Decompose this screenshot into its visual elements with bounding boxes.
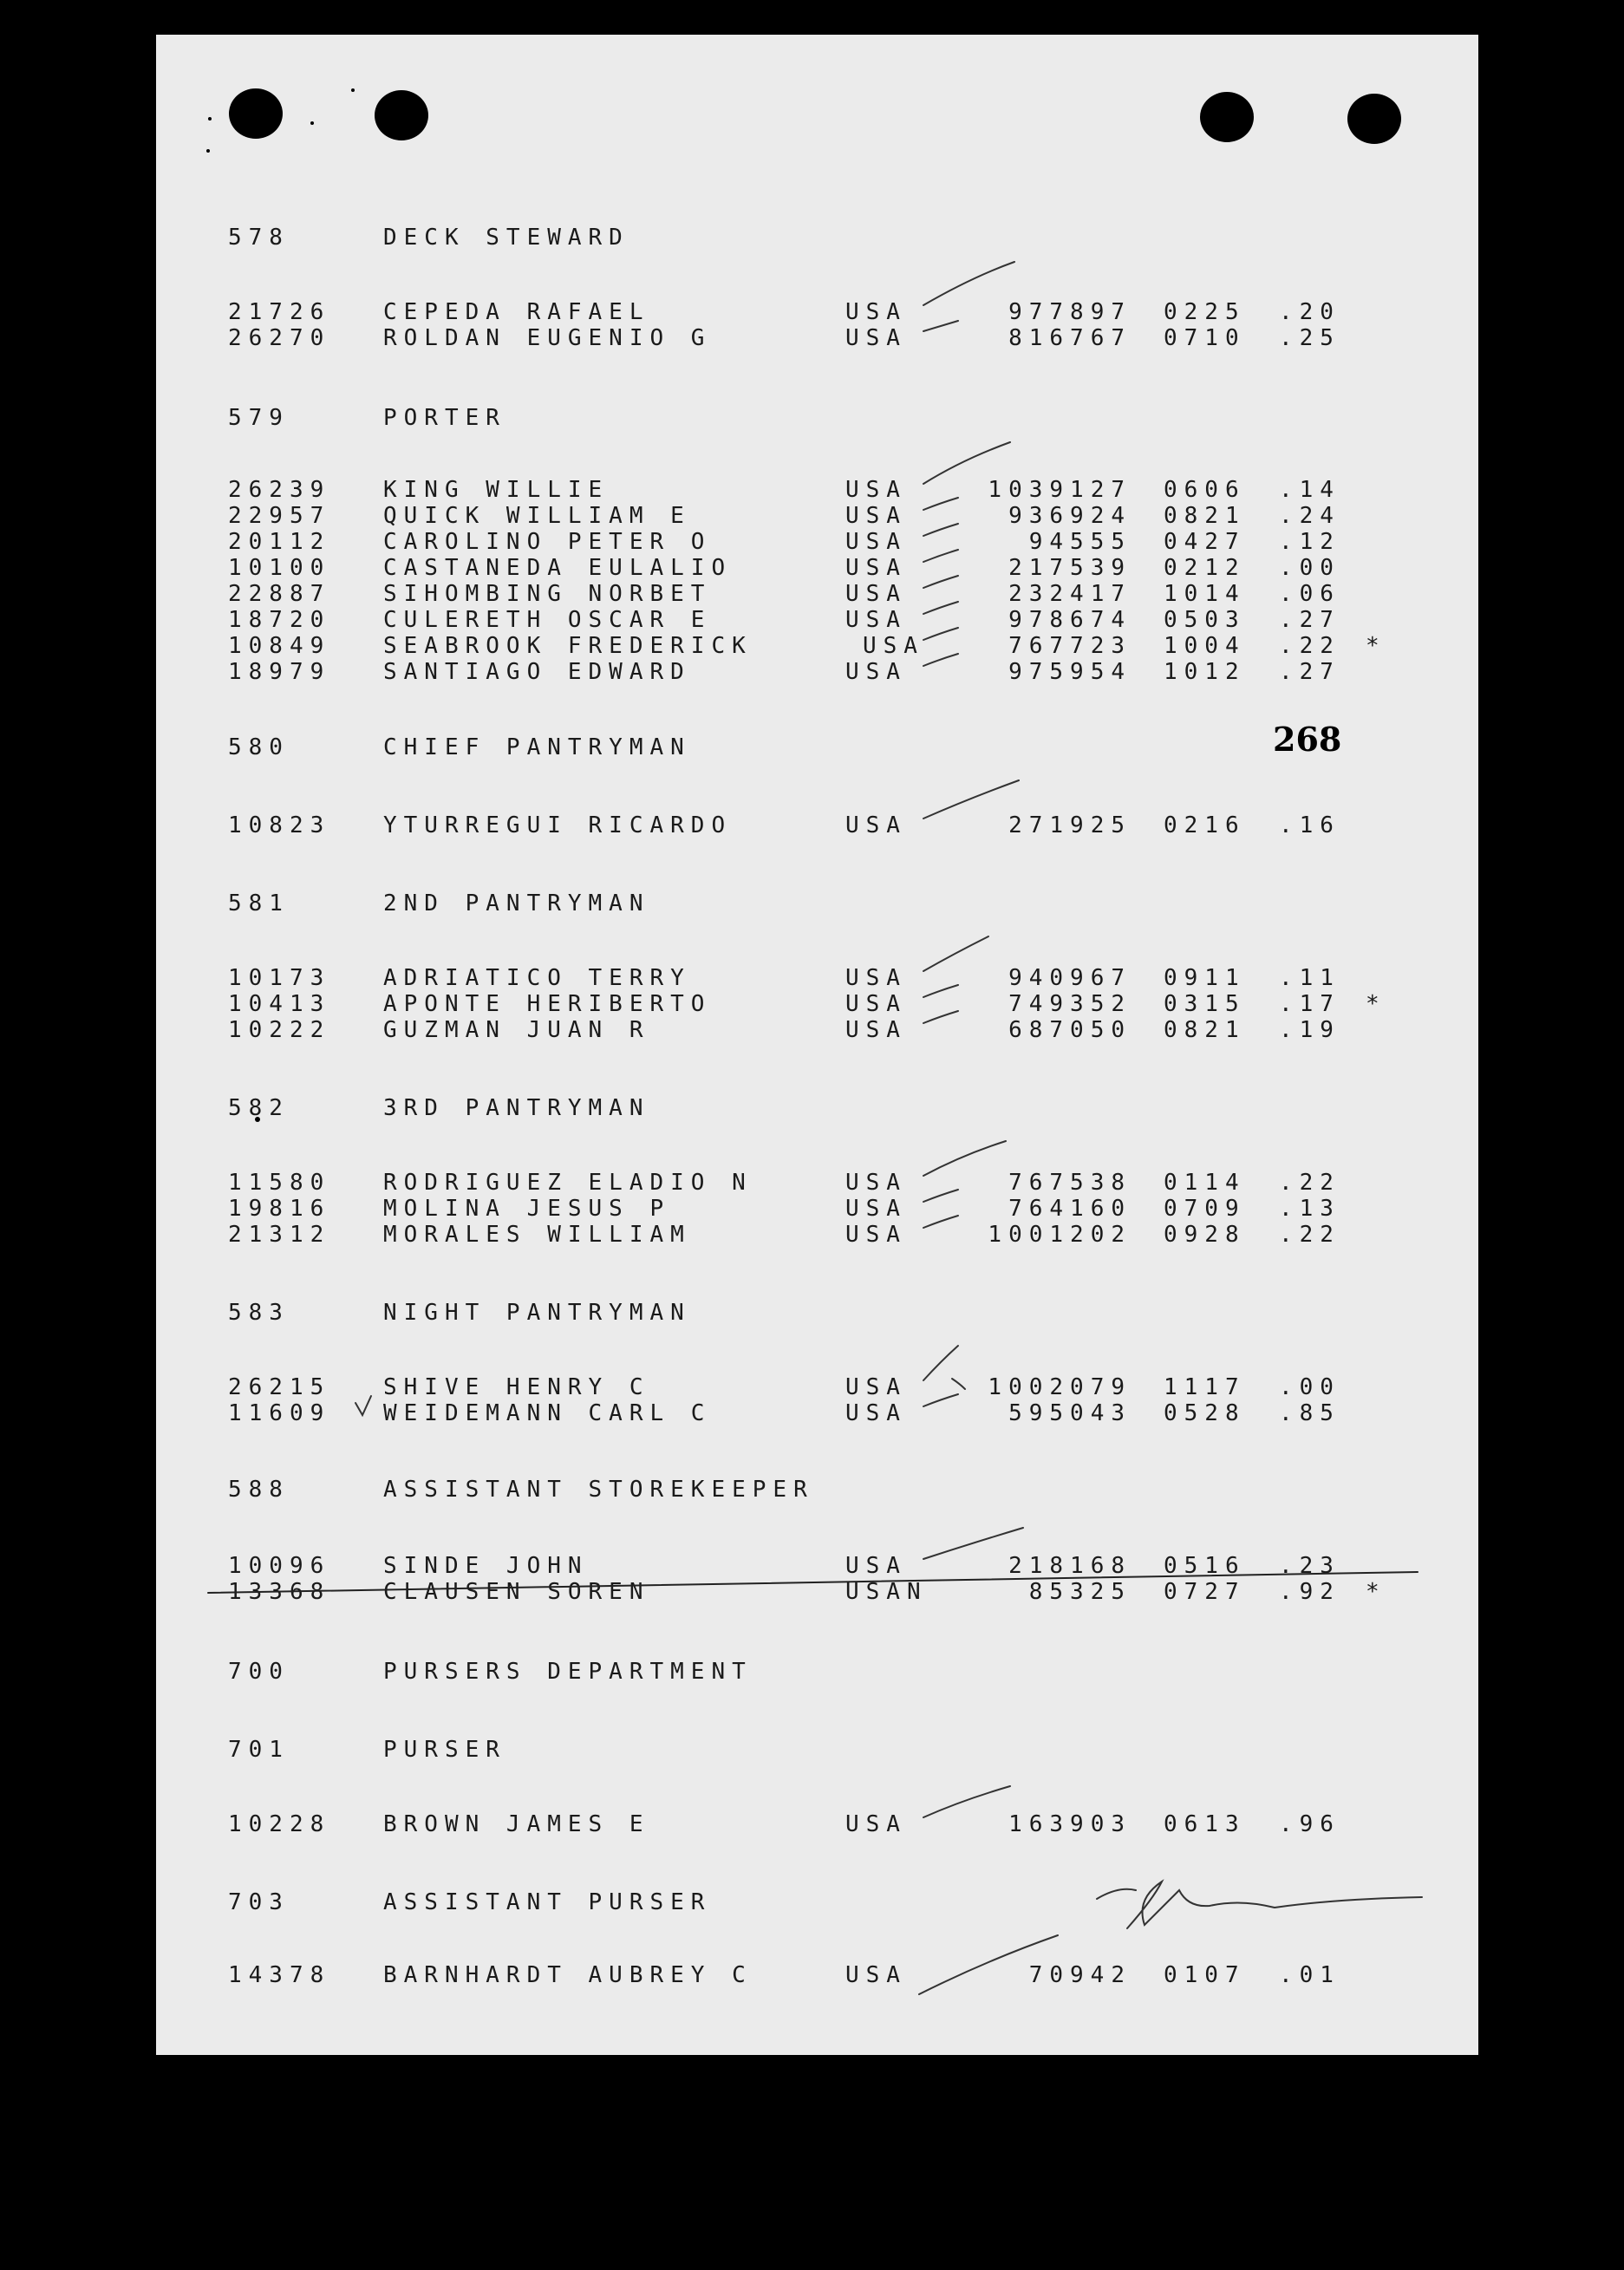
rate: .16 [1279,812,1340,838]
nationality: USA [863,633,924,659]
section-title: 3RD PANTRYMAN [383,1095,650,1121]
rate: .22 [1279,633,1340,659]
check-mark [923,936,988,971]
crew-id: 21726 [228,299,331,325]
section-code: 701 [228,1737,290,1763]
date-code: 0821 [1164,503,1246,529]
check-mark [923,321,958,331]
check-mark [923,442,1010,484]
section-title: PURSERS DEPARTMENT [383,1659,753,1685]
crew-name: YTURREGUI RICARDO [383,812,733,838]
nationality: USA [845,965,907,991]
crew-id: 11580 [228,1170,331,1196]
document-number: 217539 [1008,555,1132,581]
date-code: 0212 [1164,555,1246,581]
document-number: 767538 [1008,1170,1132,1196]
date-code: 0503 [1164,607,1246,633]
document-number: 936924 [1008,503,1132,529]
date-code: 0710 [1164,325,1246,351]
document-number: 271925 [1008,812,1132,838]
check-mark [923,985,958,997]
date-code: 0225 [1164,299,1246,325]
crew-name: SHIVE HENRY C [383,1374,650,1400]
crew-id: 22957 [228,503,331,529]
crew-id: 19816 [228,1196,331,1222]
date-code: 0107 [1164,1962,1246,1988]
document-number: 977897 [1008,299,1132,325]
document-sheet [156,35,1478,2055]
crew-name: KING WILLIE [383,477,610,503]
rate: .20 [1279,299,1340,325]
check-mark [923,1011,958,1023]
asterisk-mark: * [1366,633,1386,659]
document-number: 975954 [1008,659,1132,685]
check-mark [952,1379,965,1389]
crew-name: ADRIATICO TERRY [383,965,691,991]
rate: .85 [1279,1400,1340,1426]
document-number: 749352 [1008,991,1132,1017]
document-number: 764160 [1008,1196,1132,1222]
document-number: 163903 [1008,1811,1132,1837]
date-code: 0709 [1164,1196,1246,1222]
rate: .17 [1279,991,1340,1017]
crew-name: WEIDEMANN CARL C [383,1400,712,1426]
rate: .13 [1279,1196,1340,1222]
section-title: 2ND PANTRYMAN [383,890,650,916]
crew-id: 26270 [228,325,331,351]
check-mark [923,1141,1006,1176]
date-code: 0427 [1164,529,1246,555]
date-code: 0613 [1164,1811,1246,1837]
handwritten-marks [156,35,1478,2055]
date-code: 0928 [1164,1222,1246,1248]
section-code: 703 [228,1889,290,1915]
crew-name: BROWN JAMES E [383,1811,650,1837]
document-number: 1002079 [988,1374,1132,1400]
nationality: USA [845,477,907,503]
check-mark [923,1216,958,1228]
section-code: 582 [228,1095,290,1121]
rate: .24 [1279,503,1340,529]
rate: .00 [1279,1374,1340,1400]
crew-id: 10096 [228,1553,331,1579]
crew-id: 10222 [228,1017,331,1043]
section-title: CHIEF PANTRYMAN [383,734,691,760]
crew-name: SEABROOK FREDERICK [383,633,753,659]
section-code: 581 [228,890,290,916]
section-code: 700 [228,1659,290,1685]
section-title: PORTER [383,405,506,431]
crew-id: 18720 [228,607,331,633]
check-mark [923,550,958,562]
document-number: 687050 [1008,1017,1132,1043]
crew-id: 21312 [228,1222,331,1248]
asterisk-mark: * [1366,991,1386,1017]
date-code: 0727 [1164,1579,1246,1605]
nationality: USA [845,1170,907,1196]
signature [919,1882,1422,1994]
nationality: USA [845,607,907,633]
date-code: 0911 [1164,965,1246,991]
rate: .12 [1279,529,1340,555]
nationality: USA [845,529,907,555]
nationality: USA [845,1962,907,1988]
crew-name: CULERETH OSCAR E [383,607,712,633]
date-code: 0821 [1164,1017,1246,1043]
crew-id: 13368 [228,1579,331,1605]
crew-id: 10100 [228,555,331,581]
rate: .23 [1279,1553,1340,1579]
date-code: 1117 [1164,1374,1246,1400]
crew-id: 18979 [228,659,331,685]
rate: .92 [1279,1579,1340,1605]
section-code: 578 [228,225,290,251]
crew-name: CASTANEDA EULALIO [383,555,733,581]
document-number: 218168 [1008,1553,1132,1579]
crew-name: CLAUSEN SOREN [383,1579,650,1605]
rate: .14 [1279,477,1340,503]
section-title: ASSISTANT PURSER [383,1889,712,1915]
crew-name: MOLINA JESUS P [383,1196,671,1222]
document-number: 1039127 [988,477,1132,503]
rate: .27 [1279,607,1340,633]
date-code: 0528 [1164,1400,1246,1426]
nationality: USA [845,1017,907,1043]
nationality: USA [845,555,907,581]
rate: .01 [1279,1962,1340,1988]
crew-id: 11609 [228,1400,331,1426]
crew-id: 26215 [228,1374,331,1400]
asterisk-mark: * [1366,1579,1386,1605]
crew-name: QUICK WILLIAM E [383,503,691,529]
nationality: USA [845,1400,907,1426]
check-mark [923,1528,1023,1559]
nationality: USA [845,581,907,607]
check-mark [923,1346,958,1380]
section-title: ASSISTANT STOREKEEPER [383,1477,814,1503]
check-mark [923,1786,1010,1817]
section-title: PURSER [383,1737,506,1763]
check-mark [923,780,1019,819]
crew-name: APONTE HERIBERTO [383,991,712,1017]
rate: .27 [1279,659,1340,685]
crew-name: CAROLINO PETER O [383,529,712,555]
check-mark [355,1396,371,1415]
crew-name: SANTIAGO EDWARD [383,659,691,685]
nationality: USA [845,1553,907,1579]
document-number: 85325 [1028,1579,1132,1605]
date-code: 0114 [1164,1170,1246,1196]
section-code: 583 [228,1300,290,1326]
date-code: 0315 [1164,991,1246,1017]
check-mark [923,1190,958,1202]
nationality: USA [845,812,907,838]
rate: .11 [1279,965,1340,991]
crew-name: SIHOMBING NORBET [383,581,712,607]
nationality: USA [845,1222,907,1248]
signature [1097,1889,1136,1899]
rate: .00 [1279,555,1340,581]
date-code: 0216 [1164,812,1246,838]
strike-line [208,1572,1418,1593]
document-number: 978674 [1008,607,1132,633]
nationality: USA [845,503,907,529]
date-code: 0606 [1164,477,1246,503]
nationality: USA [845,1811,907,1837]
rate: .19 [1279,1017,1340,1043]
section-code: 579 [228,405,290,431]
check-mark [923,602,958,614]
rate: .22 [1279,1222,1340,1248]
crew-id: 10413 [228,991,331,1017]
document-number: 816767 [1008,325,1132,351]
document-number: 940967 [1008,965,1132,991]
nationality: USA [845,659,907,685]
crew-name: RODRIGUEZ ELADIO N [383,1170,753,1196]
section-code: 588 [228,1477,290,1503]
page-number: 268 [1273,720,1342,759]
check-mark [923,628,958,640]
rate: .06 [1279,581,1340,607]
crew-id: 10849 [228,633,331,659]
nationality: USA [845,991,907,1017]
crew-id: 10173 [228,965,331,991]
date-code: 1012 [1164,659,1246,685]
document-number: 232417 [1008,581,1132,607]
date-code: 1014 [1164,581,1246,607]
nationality: USA [845,1196,907,1222]
crew-name: BARNHARDT AUBREY C [383,1962,753,1988]
check-mark [923,1394,958,1406]
rate: .22 [1279,1170,1340,1196]
check-mark [923,654,958,666]
check-mark [923,498,958,510]
document-number: 595043 [1008,1400,1132,1426]
crew-id: 10823 [228,812,331,838]
rate: .96 [1279,1811,1340,1837]
rate: .25 [1279,325,1340,351]
nationality: USA [845,325,907,351]
nationality: USA [845,1374,907,1400]
check-mark [923,524,958,536]
crew-id: 10228 [228,1811,331,1837]
check-mark [923,262,1014,305]
crew-name: MORALES WILLIAM [383,1222,691,1248]
date-code: 0516 [1164,1553,1246,1579]
document-number: 1001202 [988,1222,1132,1248]
section-title: NIGHT PANTRYMAN [383,1300,691,1326]
document-number: 94555 [1028,529,1132,555]
nationality: USA [845,299,907,325]
document-number: 767723 [1008,633,1132,659]
crew-id: 20112 [228,529,331,555]
crew-id: 14378 [228,1962,331,1988]
section-code: 580 [228,734,290,760]
check-mark [923,576,958,588]
crew-name: GUZMAN JUAN R [383,1017,650,1043]
crew-name: ROLDAN EUGENIO G [383,325,712,351]
section-title: DECK STEWARD [383,225,629,251]
crew-id: 26239 [228,477,331,503]
document-number: 70942 [1028,1962,1132,1988]
crew-name: SINDE JOHN [383,1553,589,1579]
date-code: 1004 [1164,633,1246,659]
nationality: USAN [845,1579,928,1605]
crew-id: 22887 [228,581,331,607]
crew-name: CEPEDA RAFAEL [383,299,650,325]
